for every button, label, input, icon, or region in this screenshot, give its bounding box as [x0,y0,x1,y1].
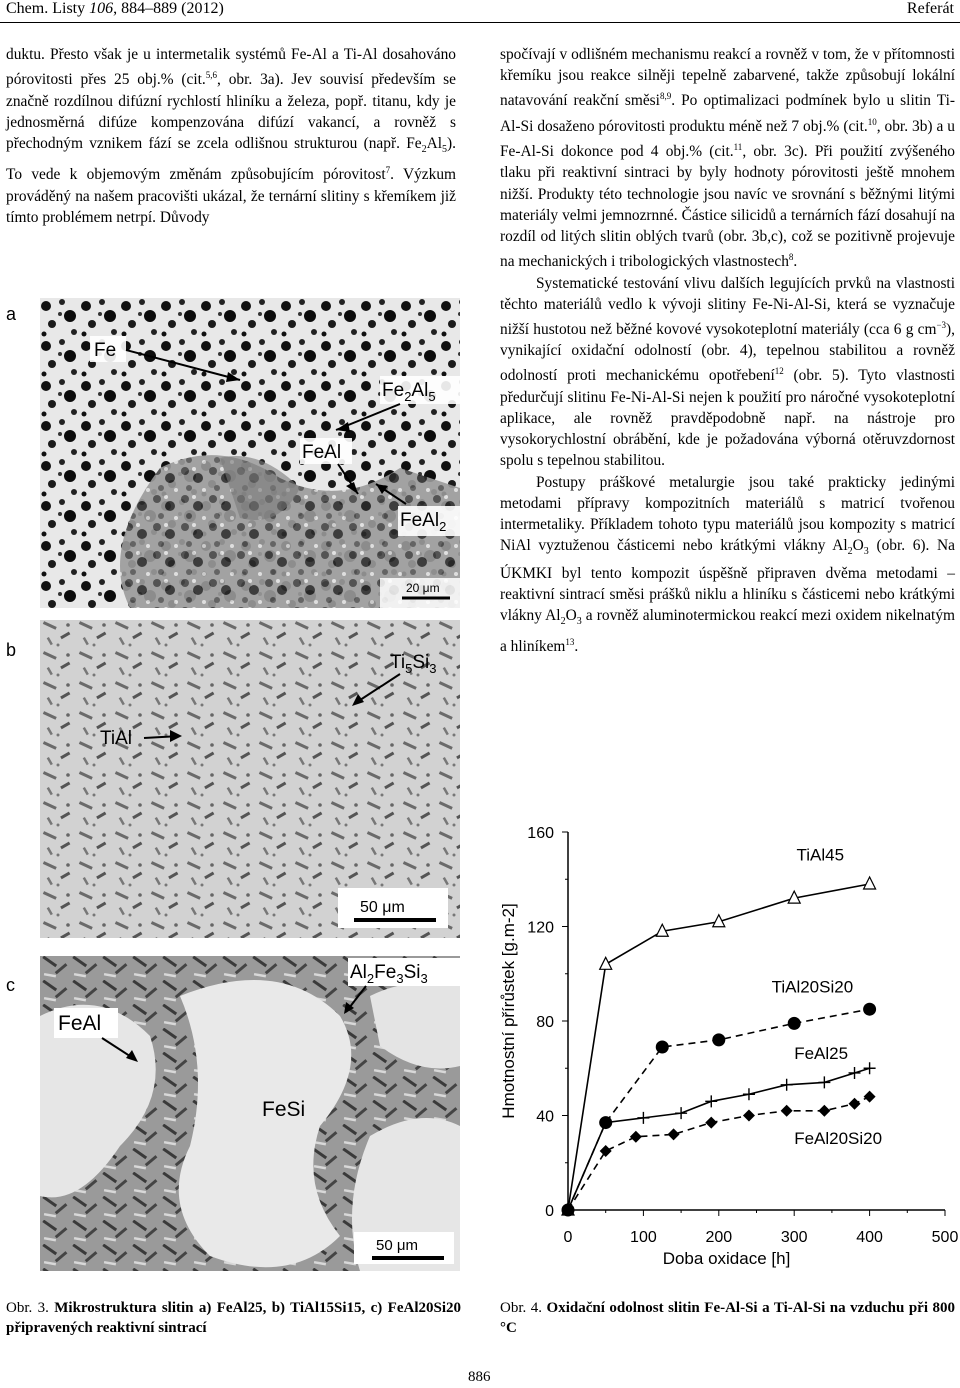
scale-bar-b-label: 50 μm [360,899,405,916]
left-column-text: duktu. Přesto však je u intermetalik systémů Fe-Al a Ti-Al dosahováno pórovitosti přes 25 obj.% (cit.$^{5,6}$, obr. 3a). Jev souvisí především se značně rozdílnou difúzní rychlostí hliníku a železa, popř. titanu, kdy je jednosměrná difúze kompenzována difúzí vakancí, a rovněž s přechodným vznikem fází se zcela odlišnou strukturou (např. $Fe_2Al_5$). To vede k objemovým změnám způsobujícím pórovitost$^7$. Výzkum prováděný na našem pracovišti ukázal, že ternární slitiny s křemíkem již tímto problémem netrpí. Důvody [6,46,456,226]
data-point [712,1033,725,1046]
data-point [705,1117,717,1129]
label-fesi: FeSi [262,1098,306,1121]
data-point [781,1105,793,1117]
x-tick-label: 200 [705,1229,733,1246]
label-tial: TiAl [100,728,133,749]
x-tick-label: 300 [780,1229,808,1246]
data-point [637,1112,649,1124]
x-tick-label: 0 [563,1229,573,1246]
data-point [863,1003,876,1016]
oxidation-chart [490,812,959,1277]
data-point [600,957,612,969]
figure3-caption [6,1298,461,1338]
x-tick-label: 100 [630,1229,657,1246]
y-tick-label: 80 [536,1014,554,1031]
figure4-caption-prefix: Obr. 4. [500,1300,543,1316]
journal-citation: Chem. Listy 106, 884–889 (2012) [6,0,224,17]
y-tick-label: 160 [527,825,554,842]
y-axis-label: Hmotnostní přírůstek [g.m-2] [499,903,518,1119]
y-tick-label: 120 [527,919,554,937]
data-point [864,877,876,889]
data-point [849,1098,861,1110]
x-tick-label: 400 [856,1229,883,1246]
label-fe2al5: $Fe_2Al_5$ [382,380,436,404]
y-tick-label: 40 [536,1108,554,1126]
figure3-caption-prefix: Obr. 3. [6,1300,49,1316]
micrograph-a [40,298,460,608]
data-point [675,1107,687,1119]
y-tick-label: 0 [545,1203,554,1220]
label-feal-c: FeAl [58,1012,102,1035]
micrograph-c [40,956,460,1271]
label-feal: FeAl [302,442,342,463]
figure4-caption-text: Oxidační odolnost slitin Fe-Al-Si a Ti-Al-Si na vzduchu při 800 °C [500,1300,955,1336]
label-ti5si3: $Ti_5Si_3$ [390,652,437,676]
page-number: 886 [468,1369,491,1385]
x-tick-label: 500 [931,1229,959,1246]
data-point [864,1062,876,1074]
data-point [781,1079,793,1091]
label-al2fe3si3: $Al_2Fe_3Si_3$ [350,962,428,986]
label-fe: Fe [94,340,117,361]
data-point [849,1067,861,1079]
scale-bar-a-label: 20 μm [406,581,440,595]
series-label: FeAl25 [794,1043,849,1063]
data-point [743,1088,755,1100]
series-label: TiAl20Si20 [771,977,854,997]
label-feal2: FeAl$_2$ [400,510,447,534]
figure4-caption [500,1298,955,1338]
section-label: Referát [906,0,954,17]
series-tial45 [562,845,876,1215]
series-label: TiAl45 [796,845,845,865]
data-point [788,1017,801,1030]
right-column-text: spočívají v odlišném mechanismu reakcí a rovněž v tom, že v přítomnosti křemíku jsou reakce silněji tepelně zabarvené, takže způsobují lokální natavování reakční směsi$^{8,9}$. Po optimalizaci podmínek bylo u slitin Ti-Al-Si dosaženo pórovitosti produktu méně než 7 obj.% (cit.$^{10}$, obr. 3b) a u Fe-Al-Si dokonce pod 4 obj.% (cit.$^{11}$, obr. 3c). Při použití zvýšeného tlaku při reaktivní sintraci by byly hodnoty pórovitosti ještě mnohem nižší. Produkty této technologie jsou navíc ve srovnání s běžnými litými materiály velmi jemnozrnné. Částice silicidů a ternárních fází dosahují na rozdíl od litých slitin oblých tvarů (obr. 3b,c), což se pozitivně projevuje na mechanických i tribologických vlastnostech$^8$. Systematické testování vlivu dalších legujících prvků na vlastnosti těchto materiálů vedlo k vývoji slitiny Fe-Ni-Al-Si, která se vyznačuje nižší hustotou než běžné kovové vysokoteplotní materiály (cca 6 g $cm^{-3}$), vynikající oxidační odolností (obr. 4), tepelnou stabilitou a rovněž odolností proti mechanickému opotřebení$^{12}$ (obr. 5). Tyto vlastnosti předurčují slitinu Fe-Ni-Al-Si nejen k použití pro náročné vysokoteplotní aplikace, ale rovněž pravděpodobně např. na nástroje pro vysokorychlostní obrábění, kde je požadována výborná otěruvzdornost spolu s tepelnou stabilitou. Postupy práškové metalurgie jsou také prakticky jedinými metodami přípravy kompozitních materiálů s matricí tvořenou intermetaliky. Příkladem tohoto typu materiálů jsou kompozity s matricí NiAl vyztuženou částicemi nebo krátkými vlákny $Al_2O_3$ (obr. 6). Na ÚKMKI byl tento kompozit úspěšně připraven dvěma metodami – reaktivní sintrací směsi prášků niklu a hliníku s částicemi nebo krátkými vlákny $Al_2O_3$ a rovněž aluminotermickou reakcí mezi oxidem nikelnatým a hliníkem$^{13}$. [500,46,956,656]
panel-a-letter: a [6,304,17,324]
data-point [705,1095,717,1107]
micrograph-b [40,620,460,938]
panel-c-letter: c [6,975,15,995]
series-feal20si20 [562,1091,882,1216]
series-label: FeAl20Si20 [794,1128,883,1148]
running-header [0,0,960,23]
data-point [600,1145,612,1157]
series-tial20si20 [562,978,877,1217]
data-point [743,1110,755,1122]
data-point [668,1128,680,1140]
figure3-caption-text: Mikrostruktura slitin a) FeAl25, b) TiAl15Si15, c) FeAl20Si20 připravených reaktivní sintrací [6,1300,462,1336]
x-axis-label: Doba oxidace [h] [662,1249,791,1268]
panel-b-letter: b [6,640,17,660]
data-point [656,1040,669,1053]
scale-bar-c-label: 50 μm [376,1237,418,1254]
data-point [818,1105,830,1117]
data-point [818,1076,830,1088]
data-point [864,1091,876,1103]
data-point [630,1131,642,1143]
